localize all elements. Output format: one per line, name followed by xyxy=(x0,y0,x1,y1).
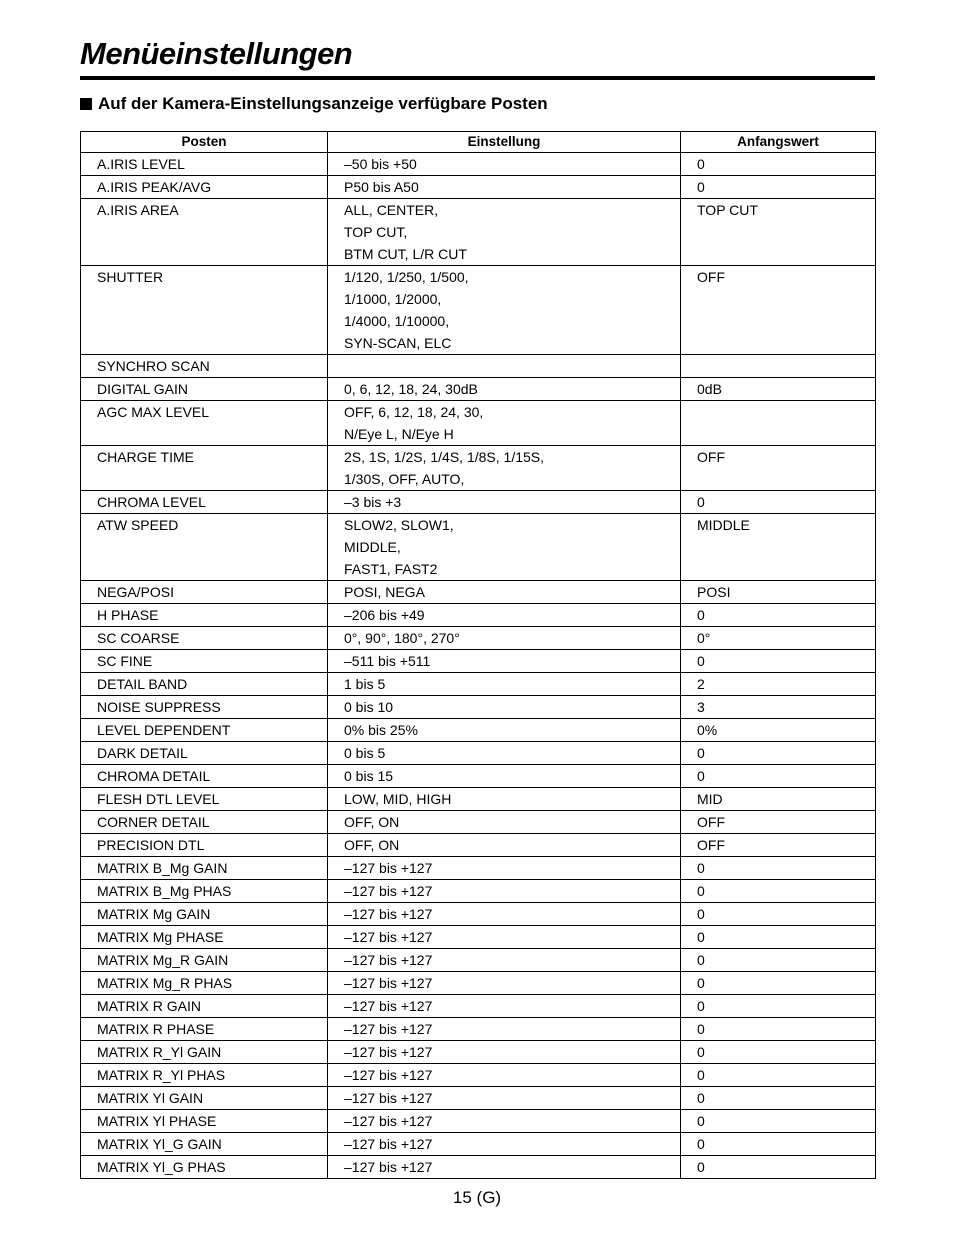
cell-anfangswert xyxy=(681,1133,876,1156)
posten-text: FLESH DTL LEVEL xyxy=(97,791,220,807)
einstellung-line: 1/120, 1/250, 1/500, xyxy=(344,269,469,285)
page-number: 15 (G) xyxy=(452,1188,502,1207)
table-row xyxy=(81,880,876,903)
cell-einstellung xyxy=(328,880,681,903)
table-row xyxy=(81,903,876,926)
einstellung-line: –50 bis +50 xyxy=(344,156,417,172)
page-title: Menüeinstellungen xyxy=(80,36,353,71)
table-row xyxy=(81,355,876,378)
cell-posten xyxy=(81,581,328,604)
einstellung-line: –127 bis +127 xyxy=(344,860,433,876)
einstellung-line: –127 bis +127 xyxy=(344,1113,433,1129)
table-row xyxy=(81,1064,876,1087)
einstellung-line: 0% bis 25% xyxy=(344,722,418,738)
posten-text: A.IRIS AREA xyxy=(97,202,179,218)
settings-table xyxy=(80,131,876,1179)
cell-anfangswert xyxy=(681,491,876,514)
posten-text: SHUTTER xyxy=(97,269,164,285)
table-row xyxy=(81,627,876,650)
table-row xyxy=(81,857,876,880)
anfangswert-text: POSI xyxy=(697,584,731,600)
posten-text: LEVEL DEPENDENT xyxy=(97,722,231,738)
cell-anfangswert xyxy=(681,995,876,1018)
table-row xyxy=(81,199,876,266)
cell-posten xyxy=(81,834,328,857)
table-row xyxy=(81,926,876,949)
cell-einstellung xyxy=(328,834,681,857)
einstellung-line: –127 bis +127 xyxy=(344,1067,433,1083)
einstellung-line: –3 bis +3 xyxy=(344,494,402,510)
cell-einstellung xyxy=(328,673,681,696)
cell-anfangswert xyxy=(681,1156,876,1179)
posten-text: DIGITAL GAIN xyxy=(97,381,189,397)
section-heading-text: Auf der Kamera-Einstellungsanzeige verfügbare Posten xyxy=(98,94,548,113)
anfangswert-text: 0 xyxy=(697,745,705,761)
cell-posten xyxy=(81,972,328,995)
posten-text: MATRIX B_Mg PHAS xyxy=(97,883,232,899)
einstellung-line: 2S, 1S, 1/2S, 1/4S, 1/8S, 1/15S, xyxy=(344,449,545,465)
cell-posten xyxy=(81,788,328,811)
cell-einstellung xyxy=(328,627,681,650)
anfangswert-text xyxy=(697,401,875,423)
cell-anfangswert xyxy=(681,765,876,788)
posten-text: MATRIX Mg PHASE xyxy=(97,929,224,945)
cell-anfangswert xyxy=(681,627,876,650)
cell-einstellung xyxy=(328,1087,681,1110)
cell-anfangswert xyxy=(681,1110,876,1133)
cell-anfangswert xyxy=(681,834,876,857)
cell-anfangswert xyxy=(681,266,876,355)
table-row xyxy=(81,811,876,834)
posten-text: CHARGE TIME xyxy=(97,449,194,465)
anfangswert-text: OFF xyxy=(697,837,725,853)
cell-einstellung xyxy=(328,1018,681,1041)
cell-einstellung xyxy=(328,742,681,765)
table-row xyxy=(81,401,876,446)
cell-anfangswert xyxy=(681,378,876,401)
einstellung-line: SYN-SCAN, ELC xyxy=(344,335,452,351)
posten-text: A.IRIS PEAK/AVG xyxy=(97,179,212,195)
cell-anfangswert xyxy=(681,696,876,719)
title-rule xyxy=(80,76,875,80)
anfangswert-text: 0 xyxy=(697,653,705,669)
posten-text: MATRIX Yl_G PHAS xyxy=(97,1159,226,1175)
cell-posten xyxy=(81,995,328,1018)
cell-posten xyxy=(81,491,328,514)
einstellung-line: 0 bis 15 xyxy=(344,768,394,784)
einstellung-line: POSI, NEGA xyxy=(344,584,425,600)
cell-einstellung xyxy=(328,903,681,926)
einstellung-line: N/Eye L, N/Eye H xyxy=(344,426,454,442)
table-row xyxy=(81,972,876,995)
table-row xyxy=(81,1133,876,1156)
cell-anfangswert xyxy=(681,401,876,446)
cell-anfangswert xyxy=(681,1087,876,1110)
cell-posten xyxy=(81,378,328,401)
cell-posten xyxy=(81,266,328,355)
cell-posten xyxy=(81,1133,328,1156)
cell-posten xyxy=(81,627,328,650)
einstellung-line: 0°, 90°, 180°, 270° xyxy=(344,630,460,646)
anfangswert-text: 0 xyxy=(697,906,705,922)
table-row xyxy=(81,378,876,401)
cell-einstellung xyxy=(328,1133,681,1156)
anfangswert-text: TOP CUT xyxy=(697,202,758,218)
einstellung-line: FAST1, FAST2 xyxy=(344,561,438,577)
cell-anfangswert xyxy=(681,581,876,604)
cell-einstellung xyxy=(328,949,681,972)
posten-text: ATW SPEED xyxy=(97,517,179,533)
einstellung-line: –206 bis +49 xyxy=(344,607,425,623)
column-header-anfangswert: Anfangswert xyxy=(681,132,876,153)
posten-text: AGC MAX LEVEL xyxy=(97,404,210,420)
posten-text: NEGA/POSI xyxy=(97,584,175,600)
anfangswert-text: 0 xyxy=(697,929,705,945)
anfangswert-text: 2 xyxy=(697,676,705,692)
cell-einstellung xyxy=(328,604,681,627)
cell-anfangswert xyxy=(681,650,876,673)
einstellung-line: –127 bis +127 xyxy=(344,975,433,991)
cell-posten xyxy=(81,742,328,765)
cell-posten xyxy=(81,926,328,949)
table-row xyxy=(81,1087,876,1110)
einstellung-line: –127 bis +127 xyxy=(344,883,433,899)
anfangswert-text: OFF xyxy=(697,449,725,465)
anfangswert-text: 0 xyxy=(697,975,705,991)
black-square-bullet-icon xyxy=(80,98,92,110)
einstellung-line: ALL, CENTER, xyxy=(344,202,439,218)
cell-posten xyxy=(81,1018,328,1041)
posten-text: DETAIL BAND xyxy=(97,676,188,692)
table-row xyxy=(81,153,876,176)
einstellung-line: OFF, ON xyxy=(344,814,400,830)
cell-anfangswert xyxy=(681,153,876,176)
cell-einstellung xyxy=(328,199,681,266)
einstellung-line: –127 bis +127 xyxy=(344,1159,433,1175)
posten-text: MATRIX R_Yl PHAS xyxy=(97,1067,226,1083)
cell-anfangswert xyxy=(681,673,876,696)
cell-posten xyxy=(81,880,328,903)
einstellung-line: –127 bis +127 xyxy=(344,906,433,922)
cell-posten xyxy=(81,696,328,719)
table-row xyxy=(81,1041,876,1064)
cell-posten xyxy=(81,719,328,742)
anfangswert-text: 0 xyxy=(697,860,705,876)
cell-einstellung xyxy=(328,788,681,811)
anfangswert-text: 0 xyxy=(697,1113,705,1129)
anfangswert-text: 0 xyxy=(697,179,705,195)
posten-text: MATRIX Mg GAIN xyxy=(97,906,211,922)
einstellung-line: –127 bis +127 xyxy=(344,1090,433,1106)
cell-anfangswert xyxy=(681,742,876,765)
anfangswert-text: MID xyxy=(697,791,723,807)
posten-text: SC COARSE xyxy=(97,630,180,646)
cell-posten xyxy=(81,1087,328,1110)
cell-anfangswert xyxy=(681,880,876,903)
cell-einstellung xyxy=(328,378,681,401)
einstellung-line: –127 bis +127 xyxy=(344,929,433,945)
posten-text: NOISE SUPPRESS xyxy=(97,699,221,715)
einstellung-line: OFF, 6, 12, 18, 24, 30, xyxy=(344,404,484,420)
cell-posten xyxy=(81,153,328,176)
cell-anfangswert xyxy=(681,446,876,491)
anfangswert-text: 0 xyxy=(697,998,705,1014)
cell-einstellung xyxy=(328,1041,681,1064)
cell-anfangswert xyxy=(681,949,876,972)
table-row xyxy=(81,1156,876,1179)
cell-posten xyxy=(81,949,328,972)
anfangswert-text: 0 xyxy=(697,1021,705,1037)
cell-anfangswert xyxy=(681,1064,876,1087)
einstellung-line: –127 bis +127 xyxy=(344,1136,433,1152)
einstellung-line: OFF, ON xyxy=(344,837,400,853)
column-header-posten: Posten xyxy=(81,132,328,153)
cell-einstellung xyxy=(328,446,681,491)
table-row xyxy=(81,995,876,1018)
cell-anfangswert xyxy=(681,1041,876,1064)
cell-einstellung xyxy=(328,926,681,949)
einstellung-line: 0, 6, 12, 18, 24, 30dB xyxy=(344,381,478,397)
posten-text: MATRIX Yl PHASE xyxy=(97,1113,217,1129)
cell-einstellung xyxy=(328,995,681,1018)
anfangswert-text: 0° xyxy=(697,630,711,646)
posten-text: MATRIX B_Mg GAIN xyxy=(97,860,228,876)
table-row xyxy=(81,514,876,581)
anfangswert-text: 0 xyxy=(697,156,705,172)
einstellung-line: BTM CUT, L/R CUT xyxy=(344,246,467,262)
cell-posten xyxy=(81,857,328,880)
einstellung-line: 0 bis 10 xyxy=(344,699,394,715)
einstellung-line: LOW, MID, HIGH xyxy=(344,791,452,807)
einstellung-line: P50 bis A50 xyxy=(344,179,419,195)
anfangswert-text: OFF xyxy=(697,269,725,285)
einstellung-line: MIDDLE, xyxy=(344,539,401,555)
table-row xyxy=(81,266,876,355)
cell-einstellung xyxy=(328,176,681,199)
cell-einstellung xyxy=(328,1110,681,1133)
anfangswert-text: MIDDLE xyxy=(697,517,750,533)
anfangswert-text: 3 xyxy=(697,699,705,715)
cell-posten xyxy=(81,650,328,673)
cell-einstellung xyxy=(328,1064,681,1087)
cell-posten xyxy=(81,1064,328,1087)
table-row xyxy=(81,696,876,719)
cell-posten xyxy=(81,811,328,834)
anfangswert-text xyxy=(697,355,875,377)
table-row xyxy=(81,949,876,972)
cell-posten xyxy=(81,514,328,581)
cell-einstellung xyxy=(328,650,681,673)
cell-posten xyxy=(81,1156,328,1179)
cell-einstellung xyxy=(328,401,681,446)
anfangswert-text: 0 xyxy=(697,883,705,899)
einstellung-line: 1/4000, 1/10000, xyxy=(344,313,450,329)
cell-posten xyxy=(81,765,328,788)
anfangswert-text: OFF xyxy=(697,814,725,830)
table-row xyxy=(81,446,876,491)
einstellung-line xyxy=(344,355,680,377)
cell-einstellung xyxy=(328,581,681,604)
table-body xyxy=(81,153,876,1179)
cell-anfangswert xyxy=(681,355,876,378)
cell-einstellung xyxy=(328,857,681,880)
cell-einstellung xyxy=(328,972,681,995)
table-row xyxy=(81,742,876,765)
cell-einstellung xyxy=(328,355,681,378)
anfangswert-text: 0 xyxy=(697,1067,705,1083)
cell-posten xyxy=(81,604,328,627)
cell-anfangswert xyxy=(681,972,876,995)
einstellung-line: –127 bis +127 xyxy=(344,1021,433,1037)
posten-text: DARK DETAIL xyxy=(97,745,188,761)
table-row xyxy=(81,491,876,514)
table-row xyxy=(81,176,876,199)
table-row xyxy=(81,788,876,811)
cell-posten xyxy=(81,446,328,491)
posten-text: MATRIX Mg_R GAIN xyxy=(97,952,229,968)
cell-posten xyxy=(81,903,328,926)
einstellung-line: –127 bis +127 xyxy=(344,1044,433,1060)
cell-anfangswert xyxy=(681,719,876,742)
posten-text: MATRIX Yl_G GAIN xyxy=(97,1136,222,1152)
einstellung-line: 0 bis 5 xyxy=(344,745,386,761)
column-header-einstellung: Einstellung xyxy=(328,132,681,153)
einstellung-line: –127 bis +127 xyxy=(344,998,433,1014)
cell-einstellung xyxy=(328,491,681,514)
cell-anfangswert xyxy=(681,857,876,880)
posten-text: CHROMA LEVEL xyxy=(97,494,206,510)
cell-anfangswert xyxy=(681,199,876,266)
table-row xyxy=(81,1110,876,1133)
cell-posten xyxy=(81,199,328,266)
einstellung-line: –127 bis +127 xyxy=(344,952,433,968)
posten-text: MATRIX R_Yl GAIN xyxy=(97,1044,222,1060)
anfangswert-text: 0 xyxy=(697,607,705,623)
posten-text: MATRIX R PHASE xyxy=(97,1021,215,1037)
anfangswert-text: 0 xyxy=(697,952,705,968)
table-row xyxy=(81,604,876,627)
cell-posten xyxy=(81,673,328,696)
einstellung-line: TOP CUT, xyxy=(344,224,408,240)
posten-text: SC FINE xyxy=(97,653,153,669)
posten-text: MATRIX Mg_R PHAS xyxy=(97,975,233,991)
table-row xyxy=(81,581,876,604)
anfangswert-text: 0% xyxy=(697,722,718,738)
posten-text: CHROMA DETAIL xyxy=(97,768,211,784)
posten-text: A.IRIS LEVEL xyxy=(97,156,185,172)
posten-text: MATRIX Yl GAIN xyxy=(97,1090,204,1106)
einstellung-line: 1/1000, 1/2000, xyxy=(344,291,442,307)
cell-posten xyxy=(81,355,328,378)
cell-einstellung xyxy=(328,266,681,355)
posten-text: H PHASE xyxy=(97,607,159,623)
cell-anfangswert xyxy=(681,514,876,581)
cell-einstellung xyxy=(328,1156,681,1179)
cell-posten xyxy=(81,401,328,446)
anfangswert-text: 0 xyxy=(697,1044,705,1060)
table-row xyxy=(81,719,876,742)
anfangswert-text: 0 xyxy=(697,494,705,510)
anfangswert-text: 0 xyxy=(697,768,705,784)
cell-einstellung xyxy=(328,514,681,581)
anfangswert-text: 0 xyxy=(697,1136,705,1152)
posten-text: PRECISION DTL xyxy=(97,837,205,853)
anfangswert-text: 0dB xyxy=(697,381,722,397)
posten-text: CORNER DETAIL xyxy=(97,814,210,830)
cell-anfangswert xyxy=(681,926,876,949)
posten-text: SYNCHRO SCAN xyxy=(97,358,210,374)
cell-einstellung xyxy=(328,153,681,176)
cell-einstellung xyxy=(328,811,681,834)
table-header-row xyxy=(81,132,876,153)
table-row xyxy=(81,1018,876,1041)
table-row xyxy=(81,765,876,788)
cell-anfangswert xyxy=(681,604,876,627)
cell-anfangswert xyxy=(681,176,876,199)
cell-anfangswert xyxy=(681,788,876,811)
anfangswert-text: 0 xyxy=(697,1159,705,1175)
cell-einstellung xyxy=(328,696,681,719)
einstellung-line: 1/30S, OFF, AUTO, xyxy=(344,471,465,487)
anfangswert-text: 0 xyxy=(697,1090,705,1106)
cell-einstellung xyxy=(328,765,681,788)
cell-posten xyxy=(81,1110,328,1133)
section-heading xyxy=(80,94,548,114)
cell-anfangswert xyxy=(681,811,876,834)
cell-anfangswert xyxy=(681,1018,876,1041)
table-row xyxy=(81,650,876,673)
cell-posten xyxy=(81,1041,328,1064)
einstellung-line: 1 bis 5 xyxy=(344,676,386,692)
posten-text: MATRIX R GAIN xyxy=(97,998,201,1014)
cell-einstellung xyxy=(328,719,681,742)
einstellung-line: SLOW2, SLOW1, xyxy=(344,517,454,533)
table-row xyxy=(81,673,876,696)
table-row xyxy=(81,834,876,857)
cell-posten xyxy=(81,176,328,199)
cell-anfangswert xyxy=(681,903,876,926)
einstellung-line: –511 bis +511 xyxy=(344,653,431,669)
